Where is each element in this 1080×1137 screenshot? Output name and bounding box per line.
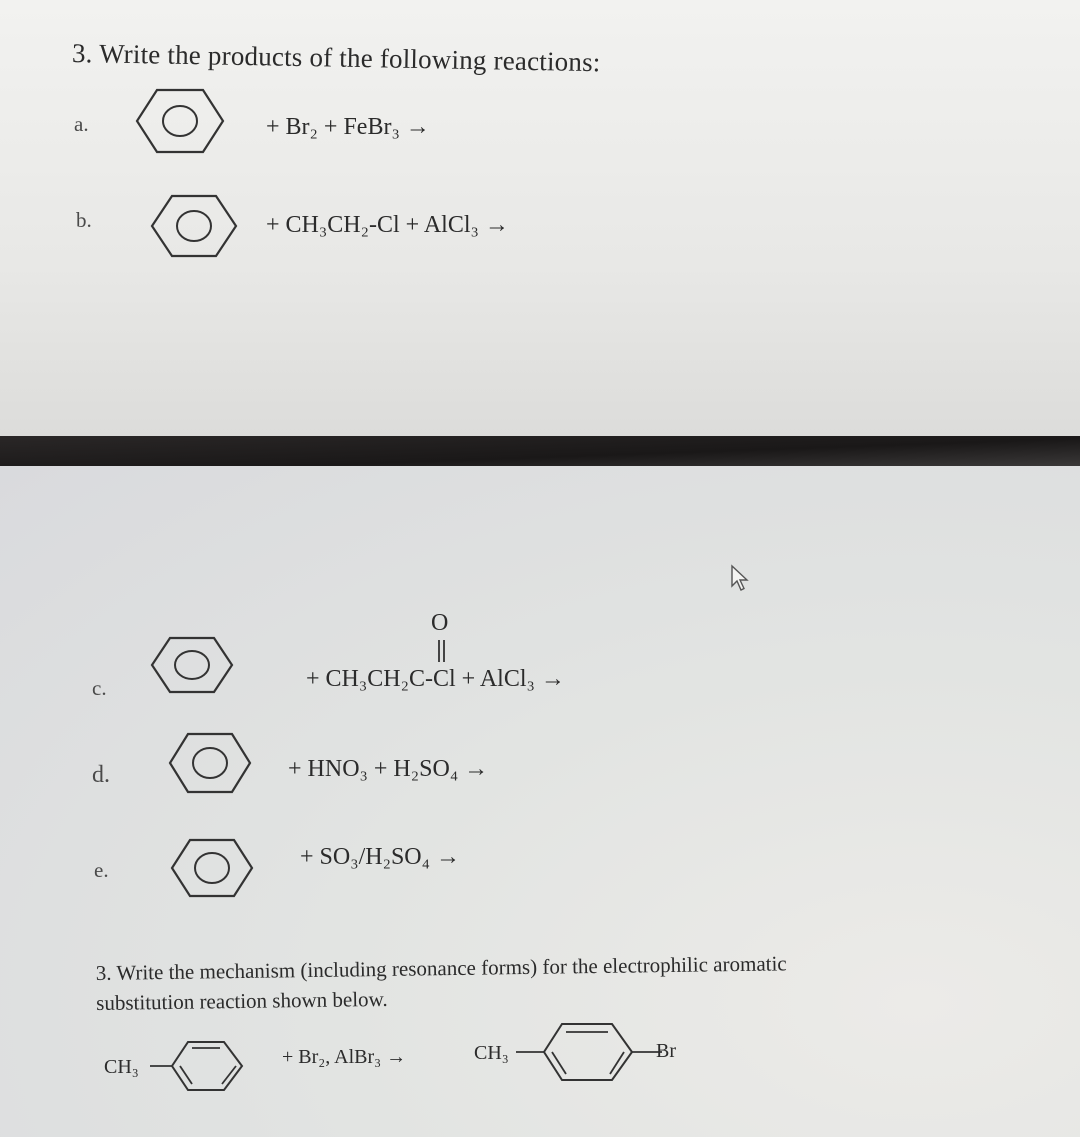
question-2-line-2: substitution reaction shown below.	[96, 986, 388, 1015]
benzene-ring-icon	[168, 732, 252, 794]
question-2-line-1: 3. Write the mechanism (including resonance forms) for the electrophilic aromatic	[95, 951, 787, 986]
item-b-label: b.	[76, 208, 92, 232]
product-methyl-label: CH₃	[474, 1042, 509, 1064]
item-c-label: c.	[92, 676, 107, 700]
toluene-ring-icon	[516, 1022, 662, 1082]
item-e-label: e.	[94, 858, 109, 882]
question-2-heading	[96, 946, 977, 1018]
carbonyl-oxygen: O	[431, 610, 449, 636]
page-divider	[0, 436, 1080, 466]
toluene-ring-icon	[150, 1040, 246, 1092]
item-e-reagents: + SO₃/H₂SO₄ →	[300, 844, 460, 870]
question-2-reagents: + Br₂, AlBr₃ →	[282, 1046, 407, 1068]
item-d-label: d.	[92, 762, 110, 788]
benzene-ring-icon	[150, 636, 234, 694]
question-1-heading: 3. Write the products of the following reactions:	[71, 38, 601, 78]
item-c-reagents: + CH₃CH₂C-Cl + AlCl₃ →	[306, 666, 565, 692]
benzene-ring-icon	[150, 194, 238, 258]
item-a-reagents: + Br₂ + FeBr₃ →	[266, 114, 430, 140]
mouse-cursor-icon	[730, 564, 752, 592]
item-d-reagents: + HNO₃ + H₂SO₄ →	[288, 756, 489, 782]
item-a-label: a.	[74, 112, 89, 136]
product-bromo-label: Br	[656, 1040, 676, 1062]
carbonyl-double-bond	[436, 640, 448, 662]
benzene-ring-icon	[135, 88, 225, 154]
benzene-ring-icon	[170, 838, 254, 898]
item-b-reagents: + CH₃CH₂-Cl + AlCl₃ →	[266, 212, 509, 238]
reactant-methyl-label: CH₃	[104, 1056, 139, 1078]
